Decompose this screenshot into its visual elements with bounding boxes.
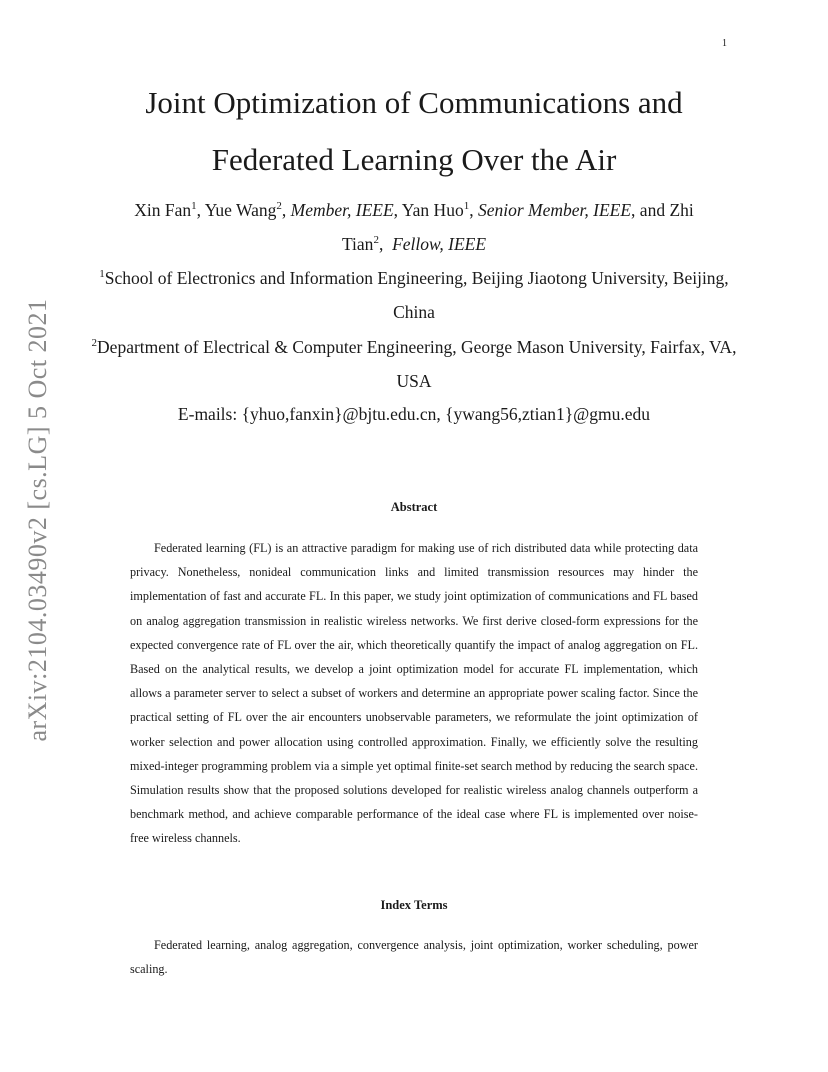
affiliation-text: School of Electronics and Information Engineering, Beijing Jiaotong University, Beijing, China [104, 268, 729, 322]
author: Yue Wang$^2$, [204, 200, 287, 220]
arxiv-identifier: arXiv:2104.03490v2 [cs.LG] 5 Oct 2021 [23, 298, 52, 742]
author-role: Member, IEEE, [290, 200, 399, 220]
title-line-1: Joint Optimization of Communications and [145, 85, 683, 120]
author-first-name: Zhi [669, 200, 694, 220]
abstract-heading: Abstract [390, 500, 438, 514]
author-role: Senior Member, IEEE, and [477, 200, 666, 220]
affiliation: $^1$School of Electronics and Information Engineering, Beijing Jiaotong University, Beijing, China [99, 268, 729, 322]
author: Xin Fan$^1$, [134, 200, 201, 220]
author: Yan Huo$^1$, [401, 200, 474, 220]
title-line-2: Federated Learning Over the Air [211, 142, 617, 177]
affiliation: $^2$Department of Electrical & Computer Engineering, George Mason University, Fairfax, VA, USA [91, 337, 737, 391]
author: Tian$^2$, [341, 234, 384, 254]
author-role: Fellow, IEEE [392, 234, 487, 254]
page-number: 1 [722, 38, 727, 49]
abstract-text: Federated learning (FL) is an attractive paradigm for making use of rich distributed data while protecting data privacy. Nonetheless, nonideal communication links and limited transmission resources may hinder the implementation of fast and accurate FL. In this paper, we study joint optimization of communications and FL based on analog aggregation transmission in realistic wireless networks. We first derive closed-form expressions for the expected convergence rate of FL over the air, which theoretically quantify the impact of analog aggregation on FL. Based on the analytical results, we develop a joint optimization model for accurate FL implementation, which allows a parameter server to select a subset of workers and determine an appropriate power scaling factor. Since the practical setting of FL over the air encounters unobservable parameters, we reformulate the joint optimization of worker selection and power allocation using controlled approximation. Finally, we efficiently solve the resulting mixed-integer programming problem via a simple yet optimal finite-set search method by reducing the search space. Simulation results show that the proposed solutions developed for realistic wireless analog channels outperform a benchmark method, and achieve comparable performance of the ideal case where FL is implemented over noise-free wireless channels. [130, 541, 698, 846]
index-terms-text: Federated learning, analog aggregation, convergence analysis, joint optimization, worker scheduling, power scaling. [130, 938, 698, 977]
email-addresses: E-mails: {yhuo,fanxin}@bjtu.edu.cn, {ywang56,ztian1}@gmu.edu [177, 404, 651, 424]
author-list [88, 193, 740, 261]
index-terms-heading: Index Terms [380, 898, 448, 912]
affiliation-text: Department of Electrical & Computer Engineering, George Mason University, Fairfax, VA, USA [97, 337, 737, 391]
paper-title [100, 74, 728, 188]
